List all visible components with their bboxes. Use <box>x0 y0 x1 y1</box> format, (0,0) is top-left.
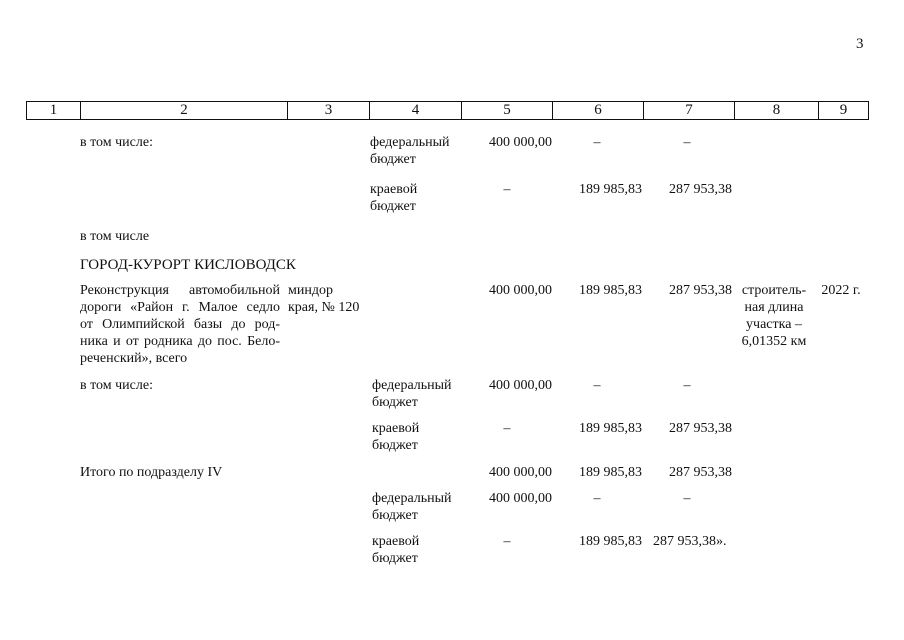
column-number-8: 8 <box>735 102 819 120</box>
budget-type: краевой бюджет <box>372 534 420 566</box>
column-number-9: 9 <box>819 102 869 120</box>
budget-type: федеральный бюджет <box>370 135 450 167</box>
column-5-value: 400 000,00 <box>489 283 552 298</box>
column-6-value: 189 985,83 <box>579 283 642 298</box>
column-7-value: 287 953,38 <box>669 182 732 197</box>
column-5-value: – <box>503 182 511 197</box>
budget-type: краевой бюджет <box>372 421 420 453</box>
column-7-value: – <box>683 135 691 150</box>
completion-year: 2022 г. <box>821 283 861 298</box>
row-label: в том числе: <box>80 378 153 393</box>
column-5-value: 400 000,00 <box>489 465 552 480</box>
column-5-value: 400 000,00 <box>489 135 552 150</box>
capacity-indicator: строитель- ная длина участка – 6,01352 км <box>741 283 807 349</box>
column-6-value: – <box>593 135 601 150</box>
page-number: 3 <box>856 36 864 52</box>
budget-type: федеральный бюджет <box>372 378 452 410</box>
responsible-executor: миндор края, № 120 <box>288 283 360 315</box>
budget-type: федеральный бюджет <box>372 491 452 523</box>
column-7-value: 287 953,38 <box>669 465 732 480</box>
column-number-7: 7 <box>644 102 735 120</box>
row-label: в том числе <box>80 229 150 244</box>
row-label: в том числе: <box>80 135 153 150</box>
column-number-3: 3 <box>288 102 370 120</box>
column-6-value: – <box>593 378 601 393</box>
section-heading: ГОРОД-КУРОРТ КИСЛОВОДСК <box>80 257 296 273</box>
budget-type: краевой бюджет <box>370 182 418 214</box>
column-7-value: 287 953,38 <box>669 283 732 298</box>
subtotal-label: Итого по подразделу IV <box>80 465 223 480</box>
column-5-value: 400 000,00 <box>489 491 552 506</box>
column-number-5: 5 <box>462 102 553 120</box>
object-name: Реконструкция автомобильной дороги «Район г. Малое седло от Олимпийской базы до род- ника и от родника до пос. Бело- реченский», всего <box>80 283 280 366</box>
column-6-value: 189 985,83 <box>579 465 642 480</box>
column-7-value: 287 953,38». <box>653 534 727 549</box>
column-number-1: 1 <box>27 102 81 120</box>
column-6-value: 189 985,83 <box>579 421 642 436</box>
column-7-value: 287 953,38 <box>669 421 732 436</box>
column-6-value: – <box>593 491 601 506</box>
column-6-value: 189 985,83 <box>579 534 642 549</box>
column-5-value: – <box>503 534 511 549</box>
column-6-value: 189 985,83 <box>579 182 642 197</box>
column-5-value: – <box>503 421 511 436</box>
column-header-row <box>26 101 869 120</box>
column-7-value: – <box>683 491 691 506</box>
column-number-2: 2 <box>81 102 288 120</box>
column-5-value: 400 000,00 <box>489 378 552 393</box>
column-7-value: – <box>683 378 691 393</box>
column-number-4: 4 <box>370 102 462 120</box>
column-number-6: 6 <box>553 102 644 120</box>
